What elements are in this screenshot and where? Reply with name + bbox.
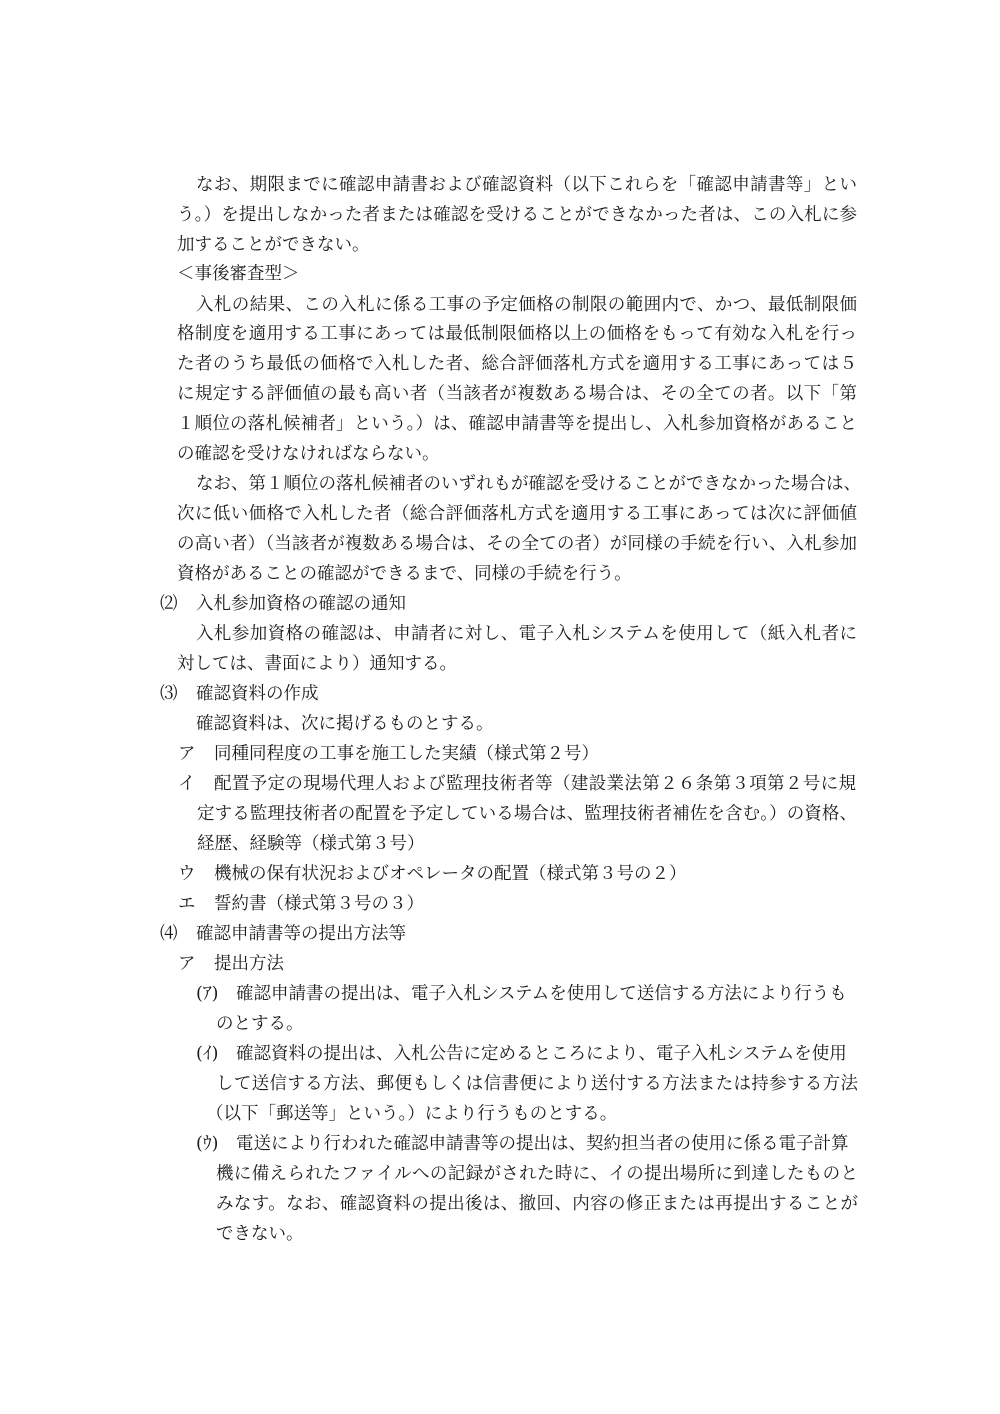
- text-line: して送信する方法、郵便もしくは信書便により送付する方法または持参する方法: [216, 1074, 858, 1094]
- text-line: 加することができない。: [177, 235, 370, 255]
- section-number: ⑷: [160, 924, 178, 944]
- list-item: ウ 機械の保有状況およびオペレータの配置（様式第３号の２）: [178, 864, 687, 884]
- section-4-heading: [160, 922, 406, 946]
- list-item: (ｳ) 電送により行われた確認申請書等の提出は、契約担当者の使用に係る電子計算: [196, 1134, 849, 1154]
- text-line: 入札の結果、この入札に係る工事の予定価格の制限の範囲内で、かつ、最低制限価: [196, 295, 857, 315]
- list-item: イ 配置予定の現場代理人および監理技術者等（建設業法第２６条第３項第２号に規: [178, 774, 856, 794]
- text-line: （以下「郵送等」という。）により行うものとする。: [206, 1104, 618, 1124]
- section-2-heading: [160, 592, 406, 616]
- text-line: できない。: [216, 1224, 304, 1244]
- text-line: た者のうち最低の価格で入札した者、総合評価落札方式を適用する工事にあっては５: [177, 354, 857, 374]
- list-mark: ウ: [178, 864, 196, 884]
- list-mark: イ: [178, 774, 196, 794]
- section-heading: ＜事後審査型＞: [177, 264, 300, 284]
- list-item: (ｲ) 確認資料の提出は、入札公告に定めるところにより、電子入札システムを使用: [196, 1044, 847, 1064]
- list-mark: (ｳ): [196, 1134, 219, 1154]
- text-line: 確認資料は、次に掲げるものとする。: [196, 714, 494, 734]
- list-item: エ 誓約書（様式第３号の３）: [178, 894, 424, 914]
- list-mark: ア: [178, 954, 196, 974]
- section-number: ⑶: [160, 684, 178, 704]
- text-line: のとする。: [216, 1014, 304, 1034]
- text-line: １順位の落札候補者」という。）は、確認申請書等を提出し、入札参加資格があること: [177, 414, 857, 434]
- text-line: の高い者）（当該者が複数ある場合は、その全ての者）が同様の手続を行い、入札参加: [177, 534, 857, 554]
- section-title: 確認資料の作成: [196, 684, 319, 704]
- list-item: (ｱ) 確認申請書の提出は、電子入札システムを使用して送信する方法により行うも: [196, 984, 847, 1004]
- text-line: 入札参加資格の確認は、申請者に対し、電子入札システムを使用して（紙入札者に: [196, 624, 857, 644]
- text-line: 対しては、書面により）通知する。: [177, 654, 457, 674]
- section-number: ⑵: [160, 594, 178, 614]
- text-line: う。）を提出しなかった者または確認を受けることができなかった者は、この入札に参: [177, 205, 857, 225]
- text-line: なお、第１順位の落札候補者のいずれもが確認を受けることができなかった場合は、: [196, 474, 861, 494]
- text-line: みなす。なお、確認資料の提出後は、撤回、内容の修正または再提出することが: [216, 1194, 858, 1214]
- text-line: なお、期限までに確認申請書および確認資料（以下これらを「確認申請書等」とい: [196, 175, 857, 195]
- text-line: 次に低い価格で入札した者（総合評価落札方式を適用する工事にあっては次に評価値: [177, 504, 857, 524]
- text-line: の確認を受けなければならない。: [177, 444, 440, 464]
- section-3-heading: [160, 682, 319, 706]
- list-mark: (ｱ): [196, 984, 219, 1004]
- list-mark: (ｲ): [196, 1044, 219, 1064]
- list-mark: エ: [178, 894, 196, 914]
- text-line: 定する監理技術者の配置を予定している場合は、監理技術者補佐を含む。）の資格、: [197, 804, 857, 824]
- text-line: 資格があることの確認ができるまで、同様の手続を行う。: [177, 564, 632, 584]
- list-item: ア 同種同程度の工事を施工した実績（様式第２号）: [178, 744, 599, 764]
- text-line: 経歴、経験等（様式第３号）: [197, 834, 425, 854]
- list-mark: ア: [178, 744, 196, 764]
- section-title: 入札参加資格の確認の通知: [196, 594, 406, 614]
- text-line: に規定する評価値の最も高い者（当該者が複数ある場合は、その全ての者。以下「第: [177, 384, 857, 404]
- text-line: 機に備えられたファイルへの記録がされた時に、イの提出場所に到達したものと: [216, 1164, 858, 1184]
- text-line: 格制度を適用する工事にあっては最低制限価格以上の価格をもって有効な入札を行っ: [177, 324, 857, 344]
- section-title: 確認申請書等の提出方法等: [196, 924, 406, 944]
- subsection-heading: ア 提出方法: [178, 954, 284, 974]
